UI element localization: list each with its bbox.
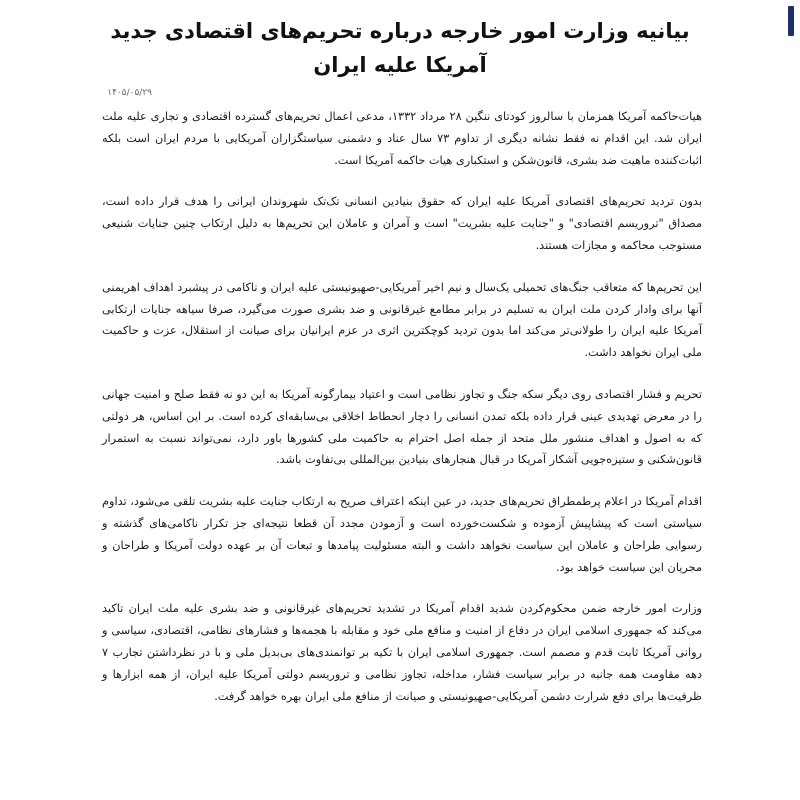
- title-line-1: بیانیه وزارت امور خارجه درباره تحریم‌های اقتصادی جدید: [110, 19, 690, 43]
- document-body: [102, 106, 702, 727]
- paragraph-5: اقدام آمریکا در اعلام پرطمطراق تحریم‌های جدید، در عین اینکه اعتراف صریح به ارتکاب جنایت علیه بشریت تلقی می‌شود، تداوم سیاستی است که پیشاپیش آزموده و شکست‌خورده است و آزمودن مجدد آن قطعا نتیجه‌ای جز تکرار ناکامی‌های گذشته و رسوایی طراحان و عاملان این سیاست نخواهد داشت و البته مسئولیت پیامدها و تبعات آن بر عهده دولت آمریکا و طراحان و مجریان این سیاست خواهد بود.: [102, 495, 702, 574]
- title-line-2: آمریکا علیه ایران: [313, 53, 487, 77]
- paragraph-4: تحریم و فشار اقتصادی روی دیگر سکه جنگ و تجاوز نظامی است و اعتیاد بیمارگونه آمریکا به این دو نه فقط صلح و امنیت جهانی را در معرض تهدیدی عینی قرار داده بلکه تمدن انسانی را دچار انحطاط اخلاقی بی‌سابقه‌ای کرده است. بر این اساس، هر دولتی که به اصول و اهداف منشور ملل متحد از جمله اصل احترام به حاکمیت ملی کشورها باور دارد، نمی‌تواند نسبت به استمرار قانون‌شکنی و ستیزه‌جویی آشکار آمریکا در قبال هنجارهای بنیادین بین‌المللی بی‌تفاوت باشد.: [102, 387, 702, 467]
- paragraph-2: بدون تردید تحریم‌های اقتصادی آمریکا علیه ایران که حقوق بنیادین انسانی تک‌تک شهروندان ایرانی را هدف قرار داده است، مصداق "تروریسم اقتصادی" و "جنایت علیه بشریت" است و آمران و عاملان این تحریم‌ها به دلیل ارتکاب چنین جنایات شنیعی مستوجب محاکمه و مجازات هستند.: [102, 195, 702, 252]
- paragraph-3: این تحریم‌ها که متعاقب جنگ‌های تحمیلی یک‌سال و نیم اخیر آمریکایی-صهیونیستی علیه ایران و ناکامی در پیشبرد اهداف اهریمنی آنها برای وادار کردن ملت ایران به تسلیم در برابر مطامع غیرقانونی و ضد بشری صورت می‌گیرد، صرفا سیاهه جنایات ارتکابی آمریکا علیه ایران را طولانی‌تر می‌کند اما بدون تردید کوچکترین اثری در عزم ایرانیان برای صیانت از استقلال، عزت و حاکمیت ملی ایران نخواهد داشت.: [102, 280, 702, 360]
- paragraph-6: وزارت امور خارجه ضمن محکوم‌کردن شدید اقدام آمریکا در تشدید تحریم‌های غیرقانونی و ضد بشری علیه ملت ایران تاکید می‌کند که جمهوری اسلامی ایران در دفاع از امنیت و منافع ملی خود و مقابله با هجمه‌ها و فشارهای نظامی، اقتصادی، سیاسی و روانی آمریکا ثابت قدم و مصمم است. جمهوری اسلامی ایران با تکیه بر توانمندی‌های بی‌بدیل ملی و با در نظرداشتن تجارب ۷ دهه مقاومت همه جانبه در برابر سیاست فشار، مداخله، تجاوز نظامی و تروریسم دولتی آمریکا علیه ایران، از همه ابزارها و ظرفیت‌ها برای دفع شرارت دشمن آمریکایی-صهیونیستی و صیانت از منافع ملی ایران بهره خواهد گرفت.: [102, 602, 702, 703]
- document-date: ۱۴۰۵/۰۵/۲۹: [107, 88, 152, 98]
- document-title: [40, 14, 760, 82]
- paragraph-1: هیات‌حاکمه آمریکا همزمان با سالروز کودتای ننگین ۲۸ مرداد ۱۳۳۲، مدعی اعمال تحریم‌های گسترده اقتصادی و تجاری علیه ملت ایران شد. این اقدام نه فقط نشانه دیگری از تداوم ۷۳ سال عناد و دشمنی سیاستگزاران آمریکایی با مردم ایران است بلکه اثبات‌کننده ماهیت ضد بشری، قانون‌شکن و استکباری هیات حاکمه آمریکا است.: [102, 110, 702, 167]
- corner-bookmark-mark: [788, 6, 794, 36]
